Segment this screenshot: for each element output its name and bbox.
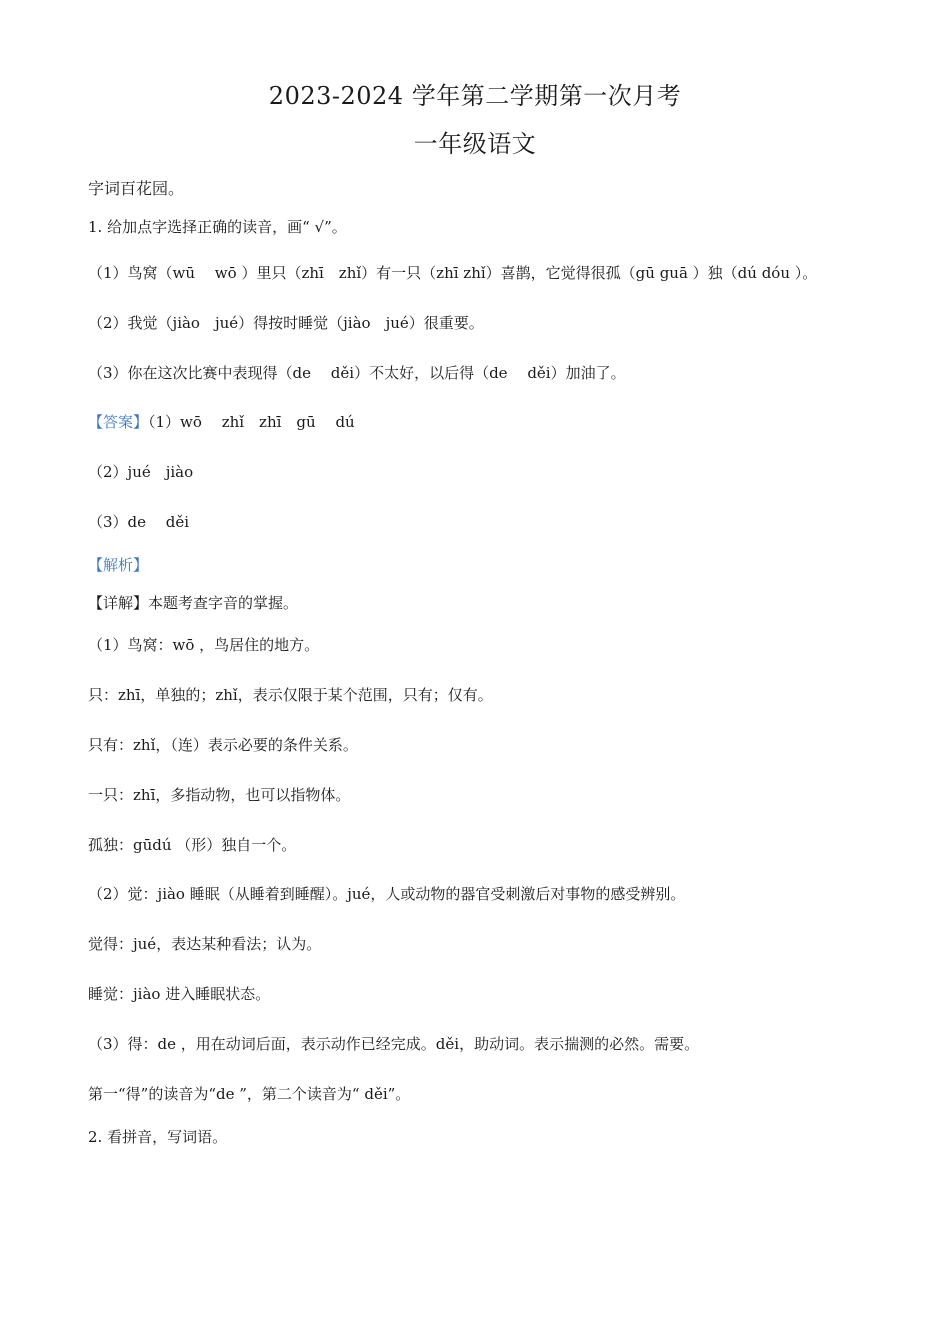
answer-tag: 【答案】 xyxy=(88,413,149,431)
answer-line-3: （3）de děi xyxy=(88,513,190,531)
detail-line-1: （1）鸟窝：wō ，鸟居住的地方。 xyxy=(88,636,320,654)
analysis-tag: 【解析】 xyxy=(88,556,149,574)
detail-line-10: 第一“得”的读音为“de ”，第二个读音为“ děi”。 xyxy=(88,1085,411,1103)
detail-line-6: （2）觉：jiào 睡眠（从睡着到睡醒）。jué，人或动物的器官受刺激后对事物的感受辨别。 xyxy=(88,885,686,903)
question-1-stem: 1. 给加点字选择正确的读音，画“ √”。 xyxy=(88,218,347,236)
section-heading: 字词百花园。 xyxy=(88,179,185,198)
detail-line-3: 只有：zhǐ，（连）表示必要的条件关系。 xyxy=(88,736,358,754)
detail-line-5: 孤独：gūdú （形）独自一个。 xyxy=(88,836,297,854)
detail-line-8: 睡觉：jiào 进入睡眠状态。 xyxy=(88,985,271,1003)
answer-text-1: （1）wō zhǐ zhī gū dú xyxy=(148,413,355,431)
detail-intro: 本题考查字音的掌握。 xyxy=(148,594,299,612)
question-1-item-2: （2）我觉（jiào jué）得按时睡觉（jiào jué）很重要。 xyxy=(88,314,484,332)
detail-line-7: 觉得：jué，表达某种看法；认为。 xyxy=(88,935,322,953)
answer-line-2: （2）jué jiào xyxy=(88,463,194,481)
exam-subtitle: 一年级语文 xyxy=(413,130,537,158)
detail-intro-line xyxy=(88,592,298,614)
detail-line-4: 一只：zhī，多指动物，也可以指物体。 xyxy=(88,786,351,804)
detail-line-9: （3）得：de ，用在动词后面，表示动作已经完成。děi，助动词。表示揣测的必然。需要。 xyxy=(88,1035,700,1053)
answer-line-1 xyxy=(88,411,355,433)
question-2-stem: 2. 看拼音，写词语。 xyxy=(88,1128,228,1146)
question-1-item-1: （1）鸟窝（wū wō ）里只（zhī zhǐ）有一只（zhī zhǐ）喜鹊，它觉得很孤（gū guā ）独（dú dóu ）。 xyxy=(88,264,818,282)
exam-title: 2023-2024 学年第二学期第一次月考 xyxy=(268,82,682,110)
question-1-item-3: （3）你在这次比赛中表现得（de děi）不太好，以后得（de děi）加油了。 xyxy=(88,364,626,382)
detail-tag: 【详解】 xyxy=(88,594,149,612)
detail-line-2: 只：zhī，单独的；zhǐ，表示仅限于某个范围，只有；仅有。 xyxy=(88,686,493,704)
